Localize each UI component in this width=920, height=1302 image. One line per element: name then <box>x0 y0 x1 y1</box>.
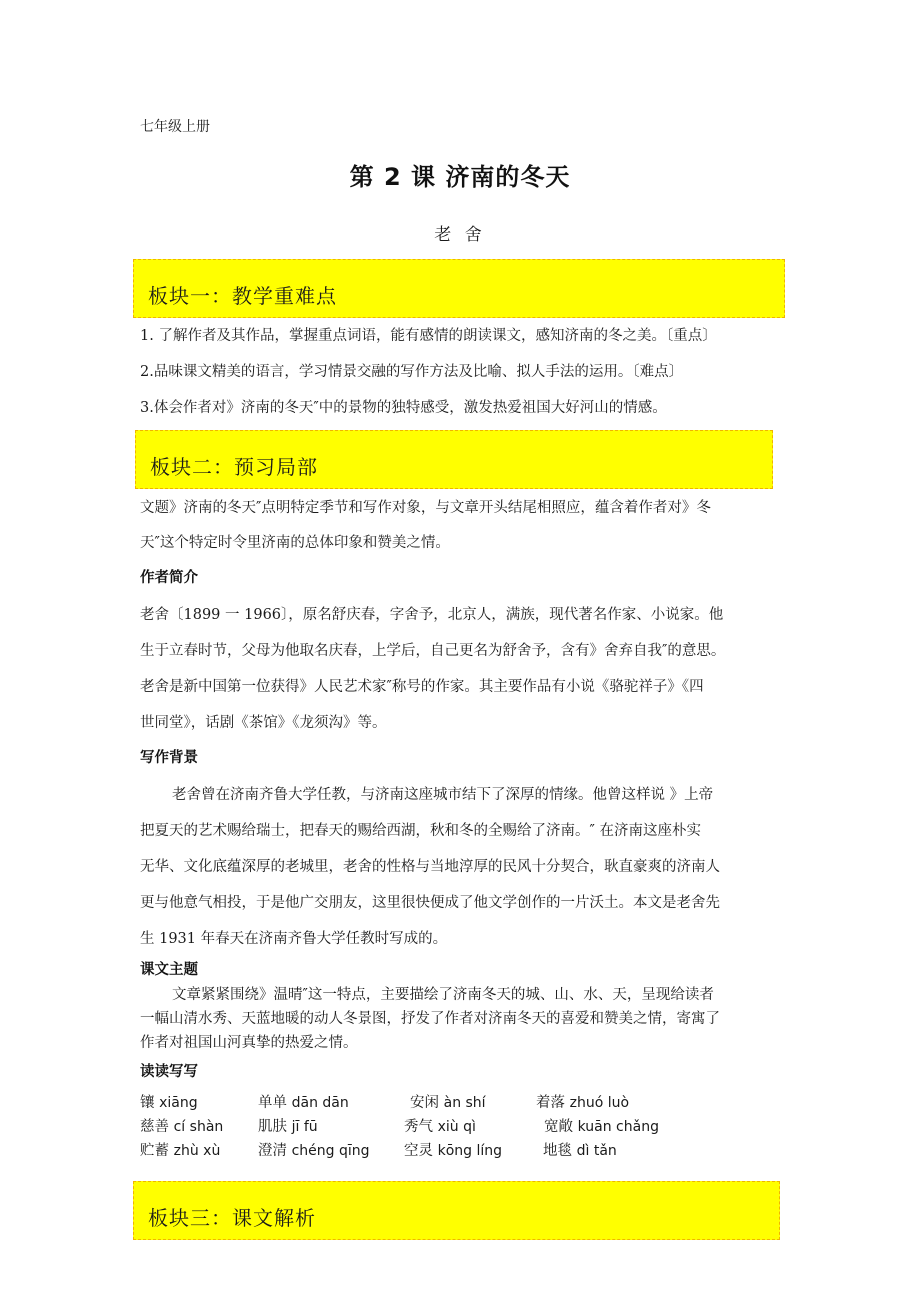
theme-heading: 课文主题 <box>140 962 198 978</box>
author-intro-line-4: 世同堂》，话剧《茶馆》《龙须沟》等。 <box>140 715 387 731</box>
vocab-item: 空灵 kōng líng <box>404 1143 503 1159</box>
vocab-item: 肌肤 jī fū <box>258 1119 318 1135</box>
background-heading: 写作背景 <box>140 750 198 766</box>
grade-label: 七年级上册 <box>140 119 210 135</box>
author-intro-line-1: 老舍〔1899 一 1966〕，原名舒庆春，字舍予，北京人，满族，现代著名作家、小说家。他 <box>140 607 724 623</box>
background-line-4: 更与他意气相投，于是他广交朋友，这里很快便成了他文学创作的一片沃土。本文是老舍先 <box>140 895 720 911</box>
background-line-3: 无华、文化底蕴深厚的老城里，老舍的性格与当地淳厚的民风十分契合，耿直豪爽的济南人 <box>140 859 720 875</box>
vocab-item: 地毯 dì tǎn <box>543 1143 617 1159</box>
section-banner-1 <box>133 259 785 318</box>
author-name: 老 舍 <box>434 225 486 245</box>
author-intro-heading: 作者简介 <box>140 570 198 586</box>
theme-line-2: 一幅山清水秀、天蓝地暖的动人冬景图，抒发了作者对济南冬天的喜爱和赞美之情，寄寓了 <box>140 1011 720 1027</box>
section-banner-2 <box>135 430 773 489</box>
vocab-item: 秀气 xiù qì <box>404 1119 476 1135</box>
background-line-2: 把夏天的艺术赐给瑞士，把春天的赐给西湖，秋和冬的全赐给了济南。″ 在济南这座朴实 <box>140 823 702 839</box>
theme-line-3: 作者对祖国山河真挚的热爱之情。 <box>140 1035 358 1051</box>
vocab-item: 着落 zhuó luò <box>536 1095 630 1111</box>
objective-item-3: 3.体会作者对》济南的冬天″中的景物的独特感受，激发热爱祖国大好河山的情感。 <box>140 400 667 416</box>
background-line-1: 老舍曾在济南齐鲁大学任教，与济南这座城市结下了深厚的情缘。他曾这样说 》上帝 <box>172 787 714 803</box>
vocab-item: 安闲 àn shí <box>410 1095 486 1111</box>
intro-line-2: 天″这个特定时令里济南的总体印象和赞美之情。 <box>140 535 450 551</box>
vocab-item: 镶 xiāng <box>140 1095 198 1111</box>
author-intro-line-2: 生于立春时节，父母为他取名庆春，上学后，自己更名为舒舍予，含有》舍弃自我″的意思。 <box>140 643 726 659</box>
background-line-5: 生 1931 年春天在济南齐鲁大学任教时写成的。 <box>140 931 448 947</box>
vocab-item: 单单 dān dān <box>258 1095 349 1111</box>
vocab-item: 慈善 cí shàn <box>140 1119 224 1135</box>
section-heading-3: 板块三：课文解析 <box>148 1206 316 1230</box>
objective-item-1: 1. 了解作者及其作品，掌握重点词语，能有感情的朗读课文，感知济南的冬之美。〔重点〕 <box>140 328 717 344</box>
intro-line-1: 文题》济南的冬天″点明特定季节和写作对象，与文章开头结尾相照应，蕴含着作者对》冬 <box>140 500 711 516</box>
theme-line-1: 文章紧紧围绕》温晴″这一特点，主要描绘了济南冬天的城、山、水、天，呈现给读者 <box>172 987 714 1003</box>
author-intro-line-3: 老舍是新中国第一位获得》人民艺术家″称号的作家。其主要作品有小说《骆驼祥子》《四 <box>140 679 704 695</box>
page-title: 第 2 课 济南的冬天 <box>349 163 571 191</box>
vocabulary-heading: 读读写写 <box>140 1064 198 1080</box>
section-heading-2: 板块二：预习局部 <box>150 455 318 479</box>
vocab-item: 贮蓄 zhù xù <box>140 1143 221 1159</box>
vocab-item: 澄清 chéng qīng <box>258 1143 370 1159</box>
vocab-item: 宽敞 kuān chǎng <box>544 1119 659 1135</box>
section-heading-1: 板块一：教学重难点 <box>148 284 337 308</box>
objective-item-2: 2.品味课文精美的语言，学习情景交融的写作方法及比喻、拟人手法的运用。〔难点〕 <box>140 364 684 380</box>
section-banner-3 <box>133 1181 780 1240</box>
